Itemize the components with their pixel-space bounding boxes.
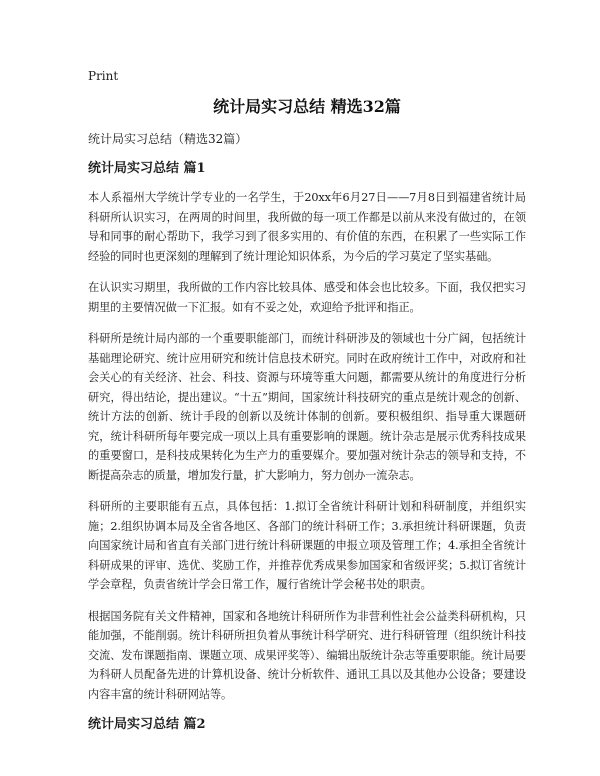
paragraph-5: 根据国务院有关文件精神，国家和各地统计科研所作为非营利性社会公益类科研机构，只能加强，不能削弱。统计科研所担负着从事统计科学研究、进行科研管理（组织统计科技交流、发布课题指南、课题立项、成果评奖等）、编辑出版统计杂志等重要职能。统计局要为科研人员配备先进的计算机设备、统计分析软件、通讯工具以及其他办公设备；要建设内容丰富的统计科研网站等。 bbox=[88, 609, 526, 701]
print-link[interactable]: Print bbox=[88, 69, 119, 83]
section-heading-1: 统计局实习总结 篇1 bbox=[88, 161, 206, 176]
paragraph-3: 科研所是统计局内部的一个重要职能部门，而统计科研涉及的领域也十分广阔，包括统计基础理论研究、统计应用研究和统计信息技术研究。同时在政府统计工作中，对政府和社会关心的有关经济、社会、科技、资源与环境等重大问题，都需要从统计的角度进行分析研究，得出结论，提出建议。“十五”期间，国家统计科技研究的重点是统计观念的创新、统计方法的创新、统计手段的创新以及统计体制的创新。要积极组织、指导重大课题研究，统计科研所每年要完成一项以上具有重要影响的课题。统计杂志是展示优秀科技成果的重要窗口，是科技成果转化为生产力的重要媒介。要加强对统计杂志的领导和支持，不断提高杂志的质量，增加发行量，扩大影响力，努力创办一流杂志。 bbox=[88, 332, 526, 482]
section-heading-2: 统计局实习总结 篇2 bbox=[88, 717, 206, 732]
paragraph-1: 本人系福州大学统计学专业的一名学生，于20xx年6月27日——7月8日到福建省统计局科研所认识实习，在两周的时间里，我所做的每一项工作都是以前从来没有做过的，在领导和同事的耐心帮助下，我学习到了很多实用的、有价值的东西，在积累了一些实际工作经验的同时也更深刻的理解到了统计理论知识体系，为今后的学习莫定了坚实基础。 bbox=[88, 191, 526, 263]
document-title: 统计局实习总结 精选32篇 bbox=[213, 97, 401, 116]
document-page bbox=[88, 68, 526, 744]
paragraph-4: 科研所的主要职能有五点，具体包括：1.拟订全省统计科研计划和科研制度，并组织实施；2.组织协调本局及全省各地区、各部门的统计科研工作；3.承担统计科研课题，负责向国家统计局和省直有关部门进行统计科研课题的申报立项及管理工作；4.承担全省统计科研成果的评审、选优、奖励工作，并推荐优秀成果参加国家和省级评奖；5.拟订省统计学会章程，负责省统计学会日常工作，履行省统计学会秘书处的职责。 bbox=[88, 500, 526, 591]
paragraph-2: 在认识实习期里，我所做的工作内容比较具体、感受和体会也比较多。下面，我仅把实习期里的主要情况做一下汇报。如有不妥之处，欢迎给予批评和指正。 bbox=[88, 281, 526, 314]
document-subtitle: 统计局实习总结（精选32篇） bbox=[88, 132, 248, 146]
